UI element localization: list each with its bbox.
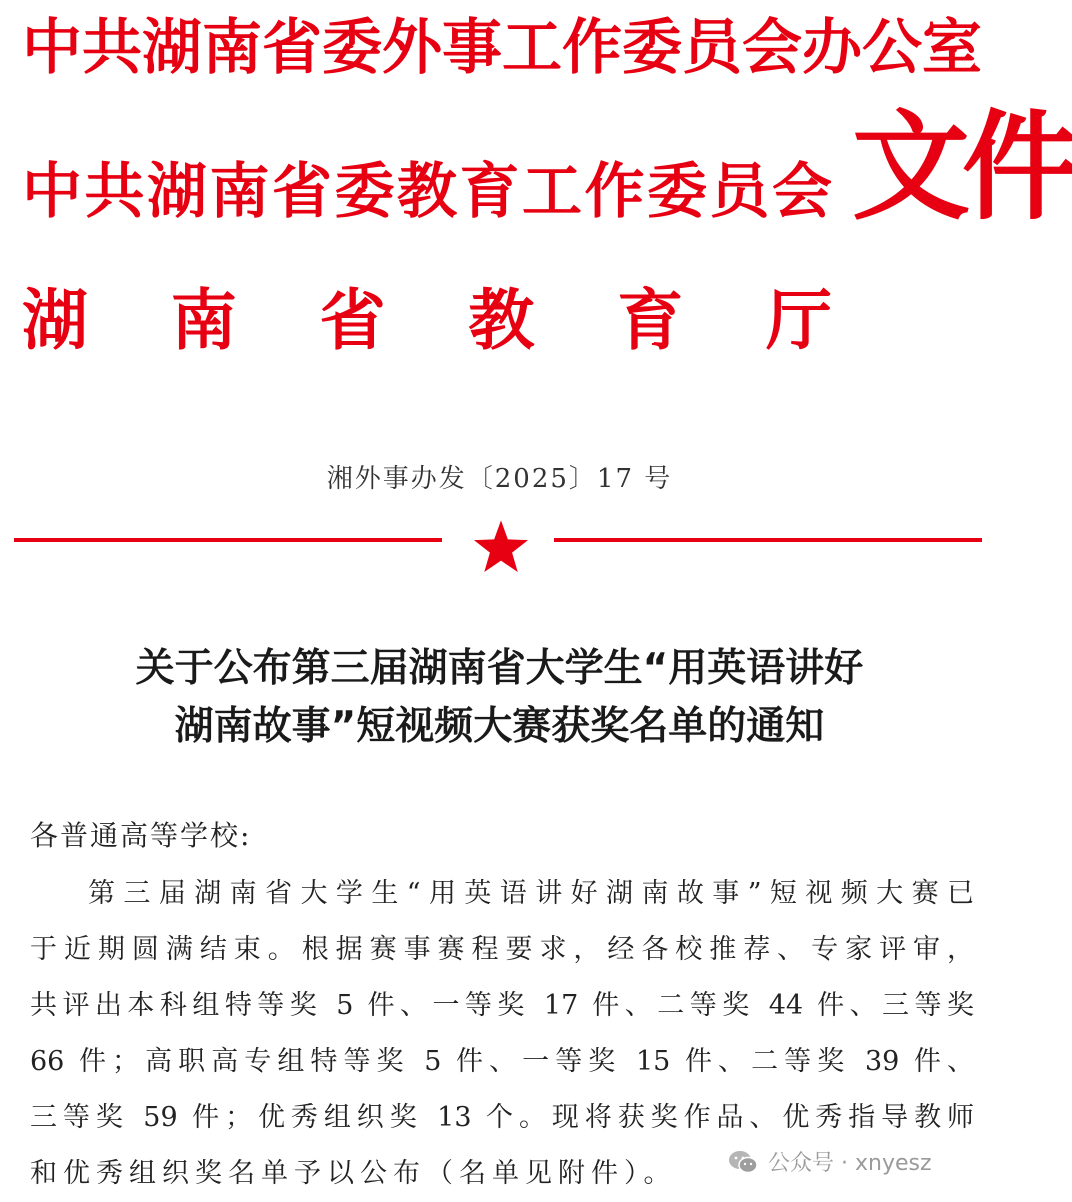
salutation: 各普通高等学校:	[30, 819, 252, 852]
issuer-character: 工	[522, 157, 582, 227]
issuer-character: 省	[262, 13, 322, 83]
issuer-character: 委	[322, 13, 382, 83]
issuer-character: 中	[22, 13, 82, 83]
watermark-text: 公众号 · xnyesz	[768, 1151, 932, 1176]
wechat-icon	[728, 1149, 758, 1175]
document-type-label: 文件	[852, 98, 1072, 236]
body-line: 和优秀组织奖名单予以公布（名单见附件）。	[30, 1158, 677, 1189]
notice-title-line-2: 湖南故事”短视频大赛获奖名单的通知	[174, 704, 825, 749]
issuer-character: 工	[502, 13, 562, 83]
issuer-character: 公	[862, 13, 922, 83]
issuer-character: 省	[272, 157, 332, 227]
notice-title	[0, 640, 999, 756]
issuer-character: 员	[709, 157, 770, 227]
issuer-character: 会	[742, 13, 802, 83]
issuer-character: 湖	[142, 13, 202, 83]
body-line: 66 件；高职高专组特等奖 5 件、一等奖 15 件、二等奖 39 件、	[30, 1046, 974, 1077]
issuer-character: 事	[442, 13, 502, 83]
issuer-character: 共	[82, 13, 142, 83]
body-line: 第三届湖南省大学生“用英语讲好湖南故事”短视频大赛已	[88, 878, 974, 909]
issuer-character: 南	[170, 282, 237, 359]
issuer-character: 育	[459, 157, 520, 227]
issuer-character: 省	[319, 282, 386, 359]
body-line: 三等奖 59 件；优秀组织奖 13 个。现将获奖作品、优秀指导教师	[30, 1102, 974, 1133]
document-number: 湘外事办发〔2025〕17 号	[326, 464, 673, 494]
issuer-character: 育	[617, 282, 684, 359]
issuer-character: 厅	[765, 282, 832, 359]
issuer-line-1	[22, 13, 982, 83]
red-rule-left	[14, 538, 442, 542]
issuer-character: 南	[209, 157, 270, 227]
issuer-character: 外	[382, 13, 442, 83]
star-icon	[472, 518, 530, 576]
issuer-character: 委	[622, 13, 682, 83]
issuer-character: 员	[682, 13, 742, 83]
issuer-line-3	[22, 282, 832, 359]
notice-title-line-1: 关于公布第三届湖南省大学生“用英语讲好	[135, 646, 864, 691]
issuer-character: 作	[562, 13, 622, 83]
watermark	[728, 1146, 932, 1177]
body-line: 共评出本科组特等奖 5 件、一等奖 17 件、二等奖 44 件、三等奖	[30, 990, 974, 1021]
issuer-character: 委	[334, 157, 395, 227]
body-line: 于近期圆满结束。根据赛事赛程要求，经各校推荐、专家评审，	[30, 934, 974, 965]
issuer-character: 教	[468, 282, 535, 359]
issuer-line-2	[22, 157, 832, 227]
issuer-character: 室	[922, 13, 982, 83]
issuer-character: 南	[202, 13, 262, 83]
red-rule-right	[554, 538, 982, 542]
issuer-character: 会	[772, 157, 832, 227]
issuer-character: 共	[84, 157, 145, 227]
issuer-character: 湖	[147, 157, 207, 227]
issuer-character: 委	[647, 157, 707, 227]
issuer-character: 湖	[22, 282, 88, 359]
issuer-character: 中	[22, 157, 82, 227]
issuer-character: 办	[802, 13, 862, 83]
issuer-character: 教	[397, 157, 457, 227]
issuer-character: 作	[584, 157, 645, 227]
